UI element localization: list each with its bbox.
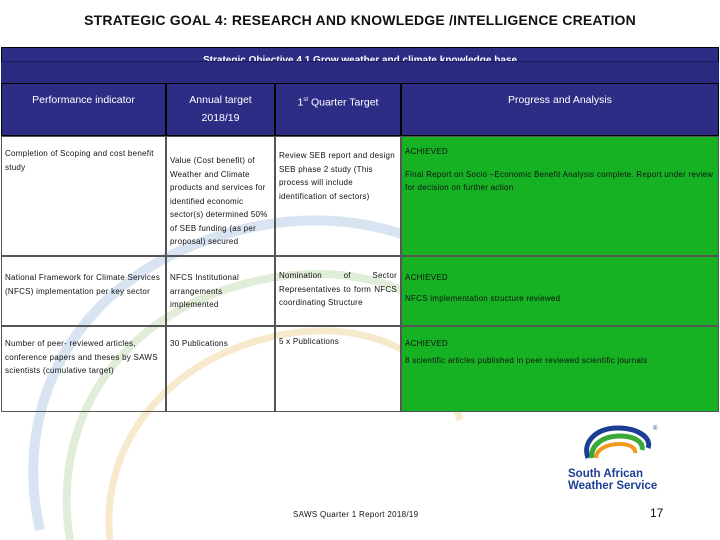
status-achieved: ACHIEVED xyxy=(405,339,448,348)
footer-report-label: SAWS Quarter 1 Report 2018/19 xyxy=(293,510,419,519)
header-annual-target: Annual target 2018/19 xyxy=(166,83,275,136)
header-performance-indicator: Performance indicator xyxy=(1,83,166,136)
table-row-3-annual-target: 30 Publications xyxy=(166,326,275,412)
table-row-2-indicator: National Framework for Climate Services (NFCS) implementation per key sector xyxy=(1,256,166,326)
table-row-1-indicator: Completion of Scoping and cost benefit study xyxy=(1,136,166,256)
objective-header-lower xyxy=(1,61,719,83)
header-quarter-target: 1st Quarter Target xyxy=(275,83,401,136)
saws-logo xyxy=(560,418,690,498)
table-row-2-annual-target: NFCS Institutional arrangements implemented xyxy=(166,256,275,326)
table-row-2-progress: ACHIEVED NFCS implementation structure reviewed xyxy=(401,256,719,326)
table-row-2-quarter-target: Nomination of Sector Representatives to form NFCS coordinating Structure xyxy=(275,256,401,326)
header-progress-analysis: Progress and Analysis xyxy=(401,83,719,136)
table-row-3-quarter-target: 5 x Publications xyxy=(275,326,401,412)
status-achieved: ACHIEVED xyxy=(405,273,448,282)
table-row-1-quarter-target: Review SEB report and design SEB phase 2 study (This process will include identification of sectors) xyxy=(275,136,401,256)
page-number: 17 xyxy=(650,506,664,520)
table-row-1-progress: ACHIEVED Final Report on Socio –Economic Benefit Analysis complete. Report under review for decision on further action xyxy=(401,136,719,256)
table-row-3-progress: ACHIEVED 8 scientific articles published in peer reviewed scientific journals xyxy=(401,326,719,412)
logo-text-line2: Weather Service xyxy=(568,480,658,492)
logo-text-line1: South African xyxy=(568,468,643,480)
status-achieved: ACHIEVED xyxy=(405,147,448,156)
table-row-1-annual-target: Value (Cost benefit) of Weather and Climate products and services for identified economic sector(s) determined 50% of SEB funding (as per proposal) secured xyxy=(166,136,275,256)
page-title: STRATEGIC GOAL 4: RESEARCH AND KNOWLEDGE /INTELLIGENCE CREATION xyxy=(84,12,636,28)
table-row-3-indicator: Number of peer- reviewed articles, conference papers and theses by SAWS scientists (cumulative target) xyxy=(1,326,166,412)
registered-mark: ® xyxy=(653,426,658,432)
